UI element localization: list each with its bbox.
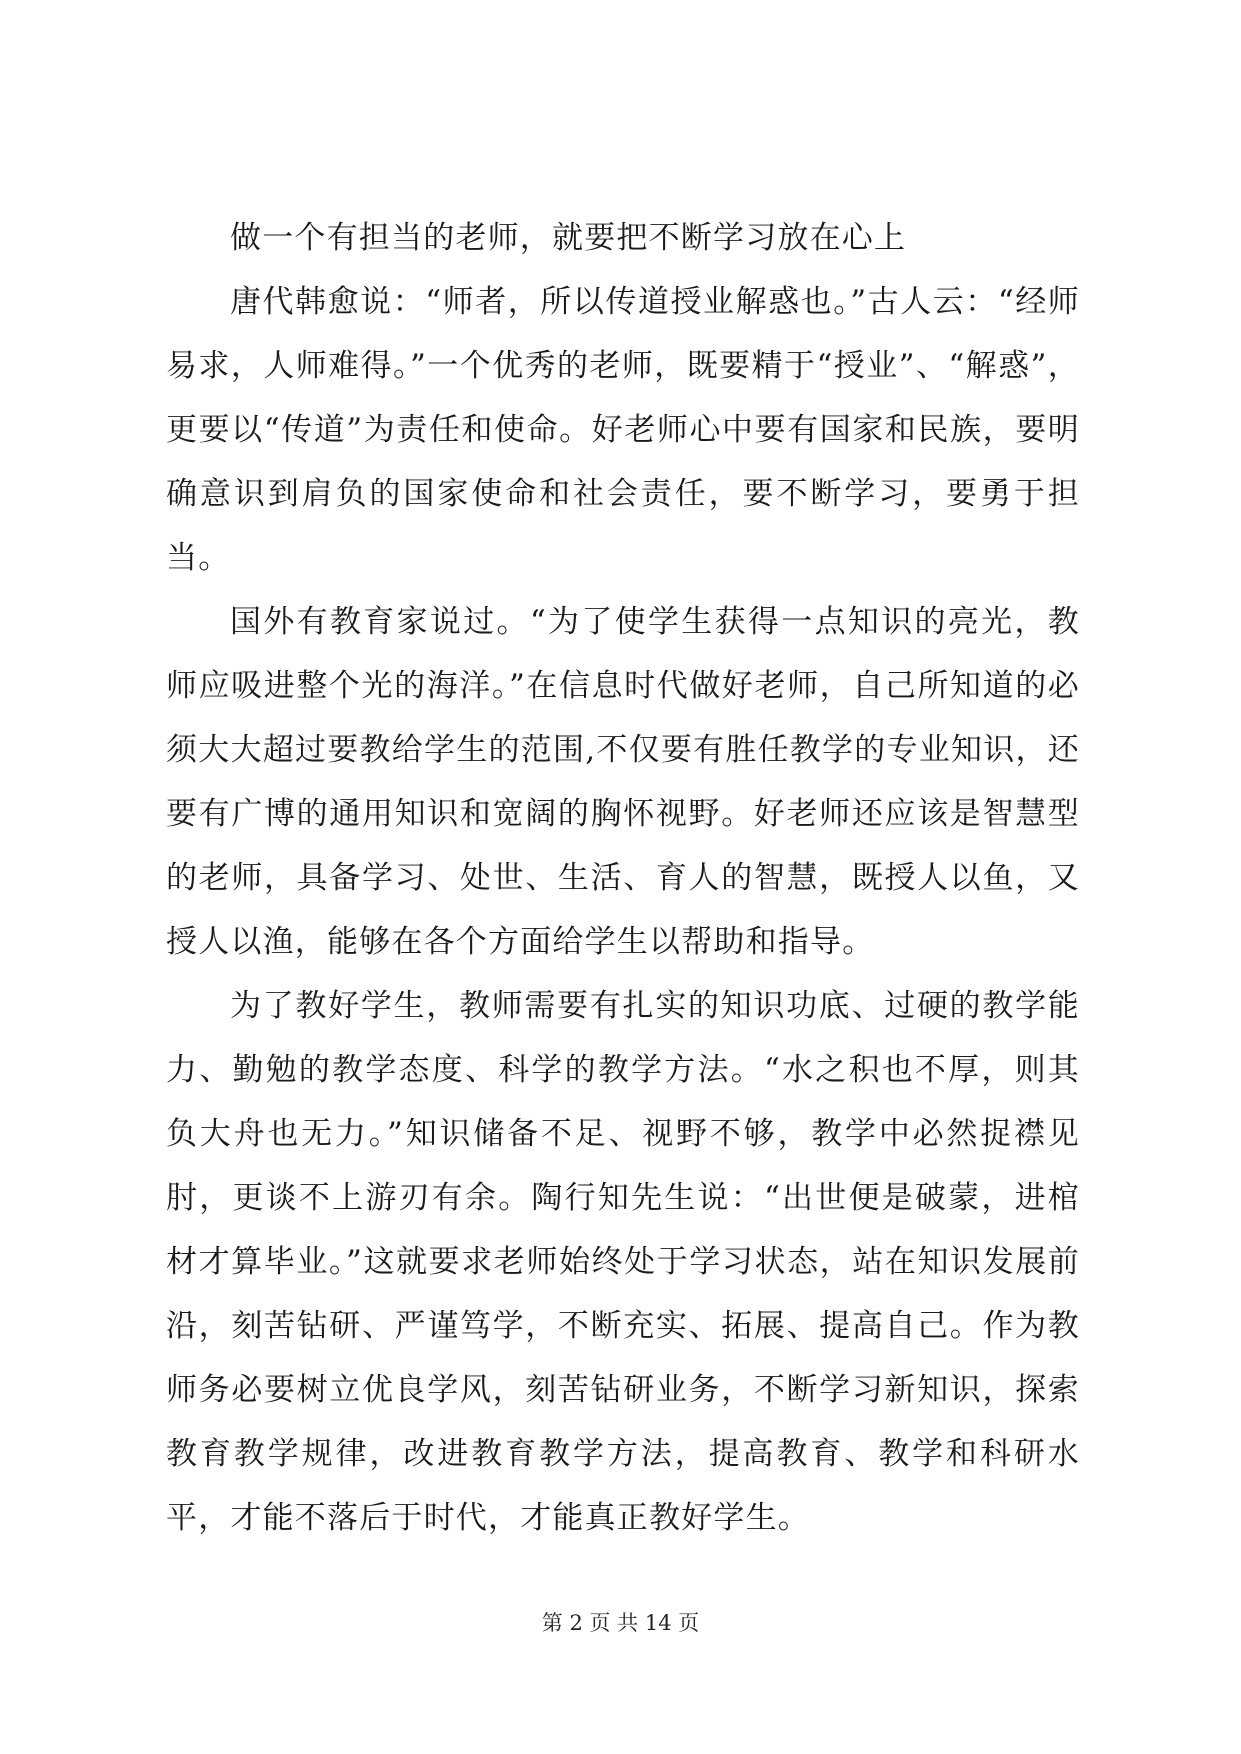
body-text (166, 206, 1080, 1550)
paragraph-han-yu-quote: 唐代韩愈说：“师者，所以传道授业解惑也。”古人云：“经师易求，人师难得。”一个优秀的老师，既要精于“授业”、“解惑”，更要以“传道”为责任和使命。好老师心中要有国家和民族，要明确意识到肩负的国家使命和社会责任，要不断学习，要勇于担当。 (166, 284, 1080, 576)
paragraph-educator-quote: 国外有教育家说过。“为了使学生获得一点知识的亮光，教师应吸进整个光的海洋。”在信息时代做好老师，自己所知道的必须大大超过要教给学生的范围,不仅要有胜任教学的专业知识，还要有广博的通用知识和宽阔的胸怀视野。好老师还应该是智慧型的老师，具备学习、处世、生活、育人的智慧，既授人以鱼，又授人以渔，能够在各个方面给学生以帮助和指导。 (166, 604, 1080, 960)
page-number-footer: 第 2 页 共 14 页 (541, 1611, 700, 1635)
paragraph-teaching-study: 为了教好学生，教师需要有扎实的知识功底、过硬的教学能力、勤勉的教学态度、科学的教学方法。“水之积也不厚，则其负大舟也无力。”知识储备不足、视野不够，教学中必然捉襟见肘，更谈不上游刃有余。陶行知先生说：“出世便是破蒙，进棺材才算毕业。”这就要求老师始终处于学习状态，站在知识发展前沿，刻苦钻研、严谨笃学，不断充实、拓展、提高自己。作为教师务必要树立优良学风，刻苦钻研业务，不断学习新知识，探索教育教学规律，改进教育教学方法，提高教育、教学和科研水平，才能不落后于时代，才能真正教好学生。 (166, 988, 1080, 1536)
section-heading: 做一个有担当的老师，就要把不断学习放在心上 (230, 220, 907, 256)
